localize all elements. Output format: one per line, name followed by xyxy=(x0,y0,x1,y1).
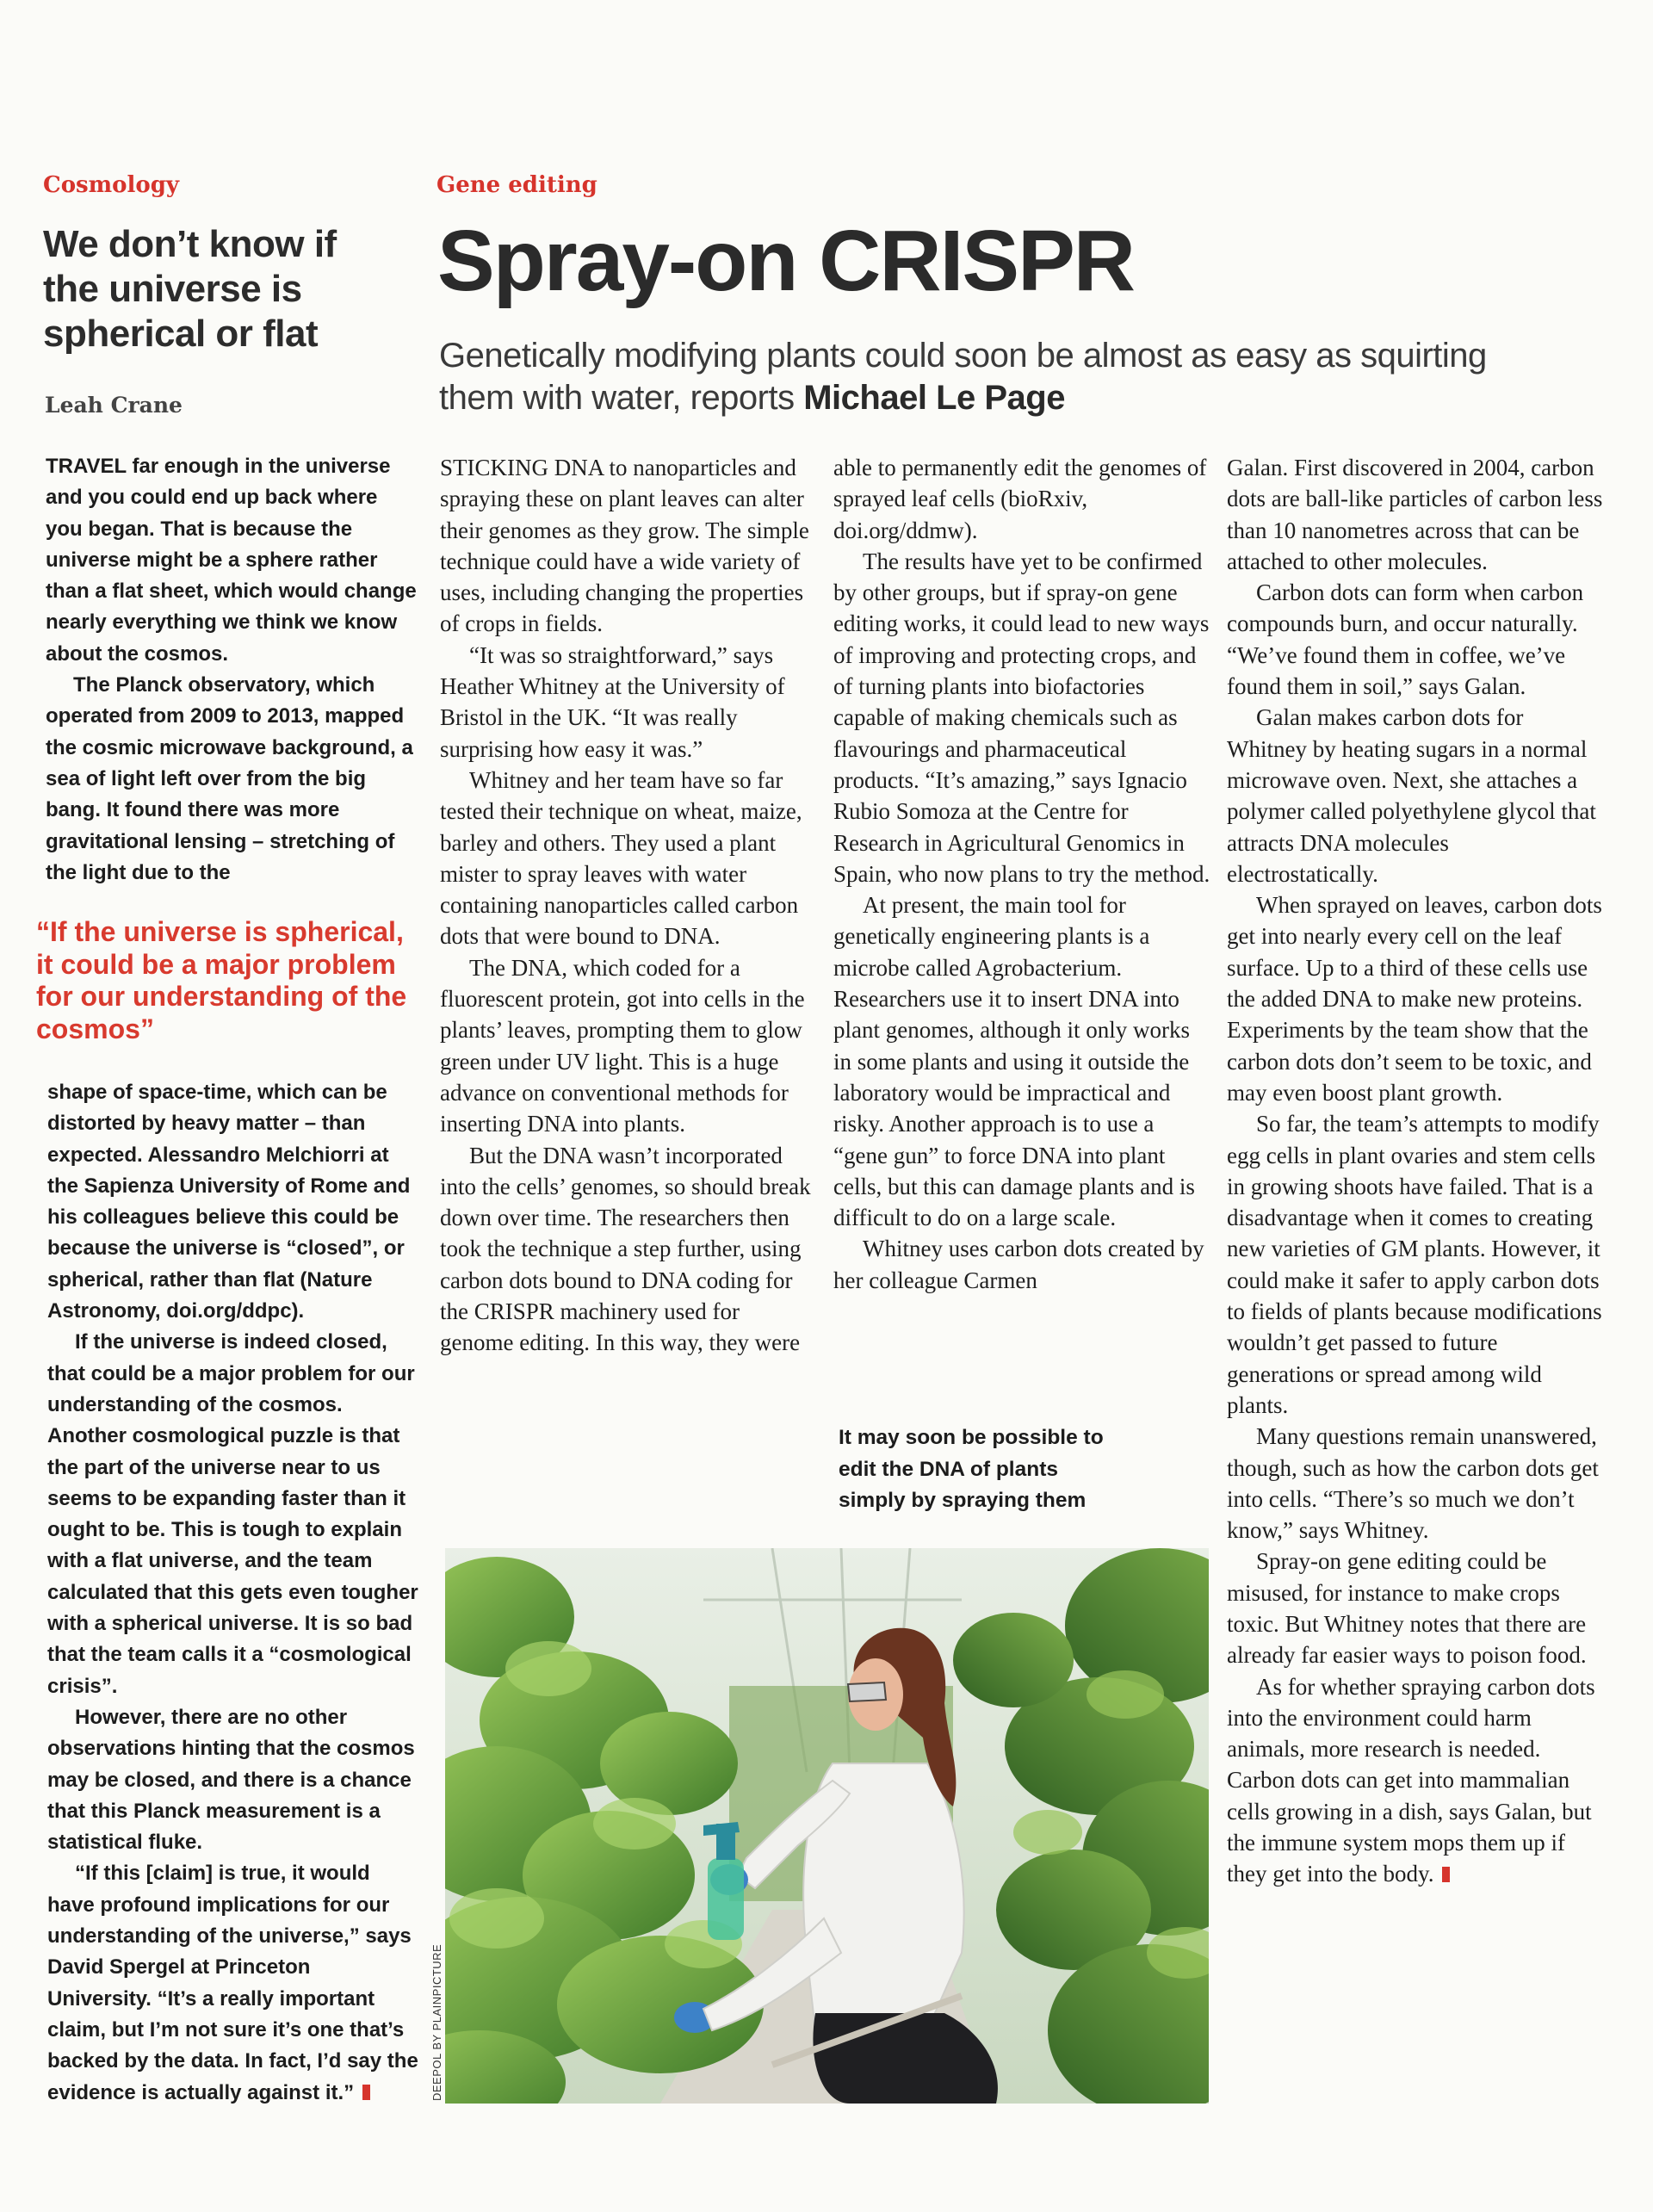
cosmology-body-top xyxy=(46,451,418,889)
main-author: Michael Le Page xyxy=(803,379,1065,417)
main-column-3 xyxy=(1227,452,1606,1890)
main-column-1 xyxy=(440,452,819,1359)
main-paragraph: “It was so straightforward,” says Heather Whitney at the University of Bristol in the UK. “It was really surprising how easy it was.” xyxy=(440,641,785,762)
main-paragraph: Galan. First discovered in 2004, carbon dots are ball-like particles of carbon less than 10 nanometres across that can be attached to other molecules. xyxy=(1227,455,1603,574)
main-column-2 xyxy=(833,452,1212,1296)
cosmology-last-paragraph-text: “If this [claim] is true, it would have profound implications for our understanding of the universe,” says David Spergel at Princeton University. “It’s a really important claim, but I’m not sure it’s one that’s backed by the data. In fact, I’d say the evidence is actually against it.” xyxy=(47,1862,418,2104)
main-paragraph: STICKING DNA to nanoparticles and spraying these on plant leaves can alter their genomes as they grow. The simple technique could have a wide variety of uses, including changing the properties of crops in fields. xyxy=(440,455,809,637)
cosmology-paragraph: If the universe is indeed closed, that could be a major problem for our understanding of the cosmos. Another cosmological puzzle is that the part of the universe near to us seems to be expanding faster than it ought to be. This is tough to explain with a flat universe, and the team calculated that this gets even tougher with a spherical universe. It is so bad that the team calls it a “cosmological crisis”. xyxy=(47,1330,418,1698)
main-paragraph: Whitney uses carbon dots created by her colleague Carmen xyxy=(833,1236,1204,1293)
cosmology-pull-quote: “If the universe is spherical, it could be a major problem for our understanding of the cosmos” xyxy=(36,916,407,1044)
main-paragraph: So far, the team’s attempts to modify egg cells in plant ovaries and stem cells in growing shoots have failed. That is a disadvantage when it comes to creating new varieties of GM plants. However, it could make it safer to apply carbon dots to fields of plants because modifications wouldn’t get passed to future generations or spread among wild plants. xyxy=(1227,1111,1602,1418)
main-paragraph: When sprayed on leaves, carbon dots get into nearly every cell on the leaf surface. Up to a third of these cells use the added DNA to make new proteins. Experiments by the team show that the carbon dots don’t seem to be toxic, and may even boost plant growth. xyxy=(1227,892,1602,1106)
end-mark-icon xyxy=(362,2085,370,2100)
cosmology-byline: Leah Crane xyxy=(45,393,183,418)
main-paragraph: Spray-on gene editing could be misused, for instance to make crops toxic. But Whitney notes that there are already far easier ways to poison food. xyxy=(1227,1548,1587,1669)
section-tag-cosmology: Cosmology xyxy=(43,172,180,198)
main-paragraph: The results have yet to be confirmed by other groups, but if spray-on gene editing works, it could lead to new ways of improving and protecting crops, and of turning plants into biofactories capable of making chemicals such as flavourings and pharmaceutical products. “It’s amazing,” says Ignacio Rubio Somoza at the Centre for Research in Agricultural Genomics in Spain, who now plans to try the method. xyxy=(833,548,1210,887)
cosmology-paragraph: However, there are no other observations hinting that the cosmos may be closed, and there is a chance that this Planck measurement is a statistical fluke. xyxy=(47,1705,415,1855)
main-paragraph: At present, the main tool for genetically engineering plants is a microbe called Agrobacterium. Researchers use it to insert DNA into plant genomes, although it only works in some plants and using it outside the laboratory would be impractical and risky. Another approach is to use a “gene gun” to force DNA into plant cells, but this can damage plants and is difficult to do on a large scale. xyxy=(833,892,1195,1231)
main-paragraph: Carbon dots can form when carbon compounds burn, and occur naturally. “We’ve found them in coffee, we’ve found them in soil,” says Galan. xyxy=(1227,579,1584,700)
cosmology-paragraph: The Planck observatory, which operated from 2009 to 2013, mapped the cosmic microwave background, a sea of light left over from the big bang. It found there was more gravitational lensing – stretching of the light due to the xyxy=(46,673,413,884)
cosmology-body-bottom xyxy=(47,1077,419,2109)
main-paragraph: The DNA, which coded for a fluorescent protein, got into cells in the plants’ leaves, prompting them to glow green under UV light. This is a huge advance on conventional methods for inserting DNA into plants. xyxy=(440,954,805,1137)
main-pull-quote: It may soon be possible to edit the DNA of plants simply by spraying them xyxy=(839,1426,1104,1512)
main-last-paragraph-text: As for whether spraying carbon dots into the environment could harm animals, more research is needed. Carbon dots can get into mammalian cells growing in a dish, says Galan, but the immune system mops them up if they get into the body. xyxy=(1227,1673,1595,1887)
photo-illustration xyxy=(445,1548,1209,2104)
end-mark-icon xyxy=(1442,1867,1450,1882)
main-paragraph xyxy=(1227,1671,1606,1890)
headline: Spray-on CRISPR xyxy=(437,213,1135,309)
main-paragraph: Many questions remain unanswered, though, such as how the carbon dots get into cells. “There’s so much we don’t know,” says Whitney. xyxy=(1227,1423,1599,1544)
photo-credit: DEEPOL BY PLAINPICTURE xyxy=(430,1943,443,2101)
cosmology-title: We don’t know if the universe is spherical or flat xyxy=(43,223,337,355)
greenhouse-scientist-photo xyxy=(445,1548,1209,2104)
main-paragraph: But the DNA wasn’t incorporated into the cells’ genomes, so should break down over time. The researchers then took the technique a step further, using carbon dots bound to DNA coding for the CRISPR machinery used for genome editing. In this way, they were xyxy=(440,1142,811,1356)
standfirst-text: Genetically modifying plants could soon be almost as easy as squirting them with water, reports xyxy=(439,337,1487,417)
standfirst xyxy=(439,335,1558,419)
main-paragraph: Galan makes carbon dots for Whitney by heating sugars in a normal microwave oven. Next, she attaches a polymer called polyethylene glycol that attracts DNA molecules electrostatically. xyxy=(1227,704,1596,887)
main-paragraph: Whitney and her team have so far tested their technique on wheat, maize, barley and others. They used a plant mister to spray leaves with water containing nanoparticles called carbon dots that were bound to DNA. xyxy=(440,766,802,950)
cosmology-paragraph: TRAVEL far enough in the universe and you could end up back where you began. That is because the universe might be a sphere rather than a flat sheet, which would change nearly everything we think we know about the cosmos. xyxy=(46,455,417,666)
cosmology-paragraph xyxy=(47,1858,419,2108)
cosmology-paragraph: shape of space-time, which can be distorted by heavy matter – than expected. Alessandro Melchiorri at the Sapienza University of Rome and his colleagues believe this could be because the universe is “closed”, or spherical, rather than flat (Nature Astronomy, doi.org/ddpc). xyxy=(47,1081,411,1323)
main-paragraph: able to permanently edit the genomes of sprayed leaf cells (bioRxiv, doi.org/ddmw). xyxy=(833,455,1207,543)
section-tag-gene-editing: Gene editing xyxy=(436,172,597,198)
